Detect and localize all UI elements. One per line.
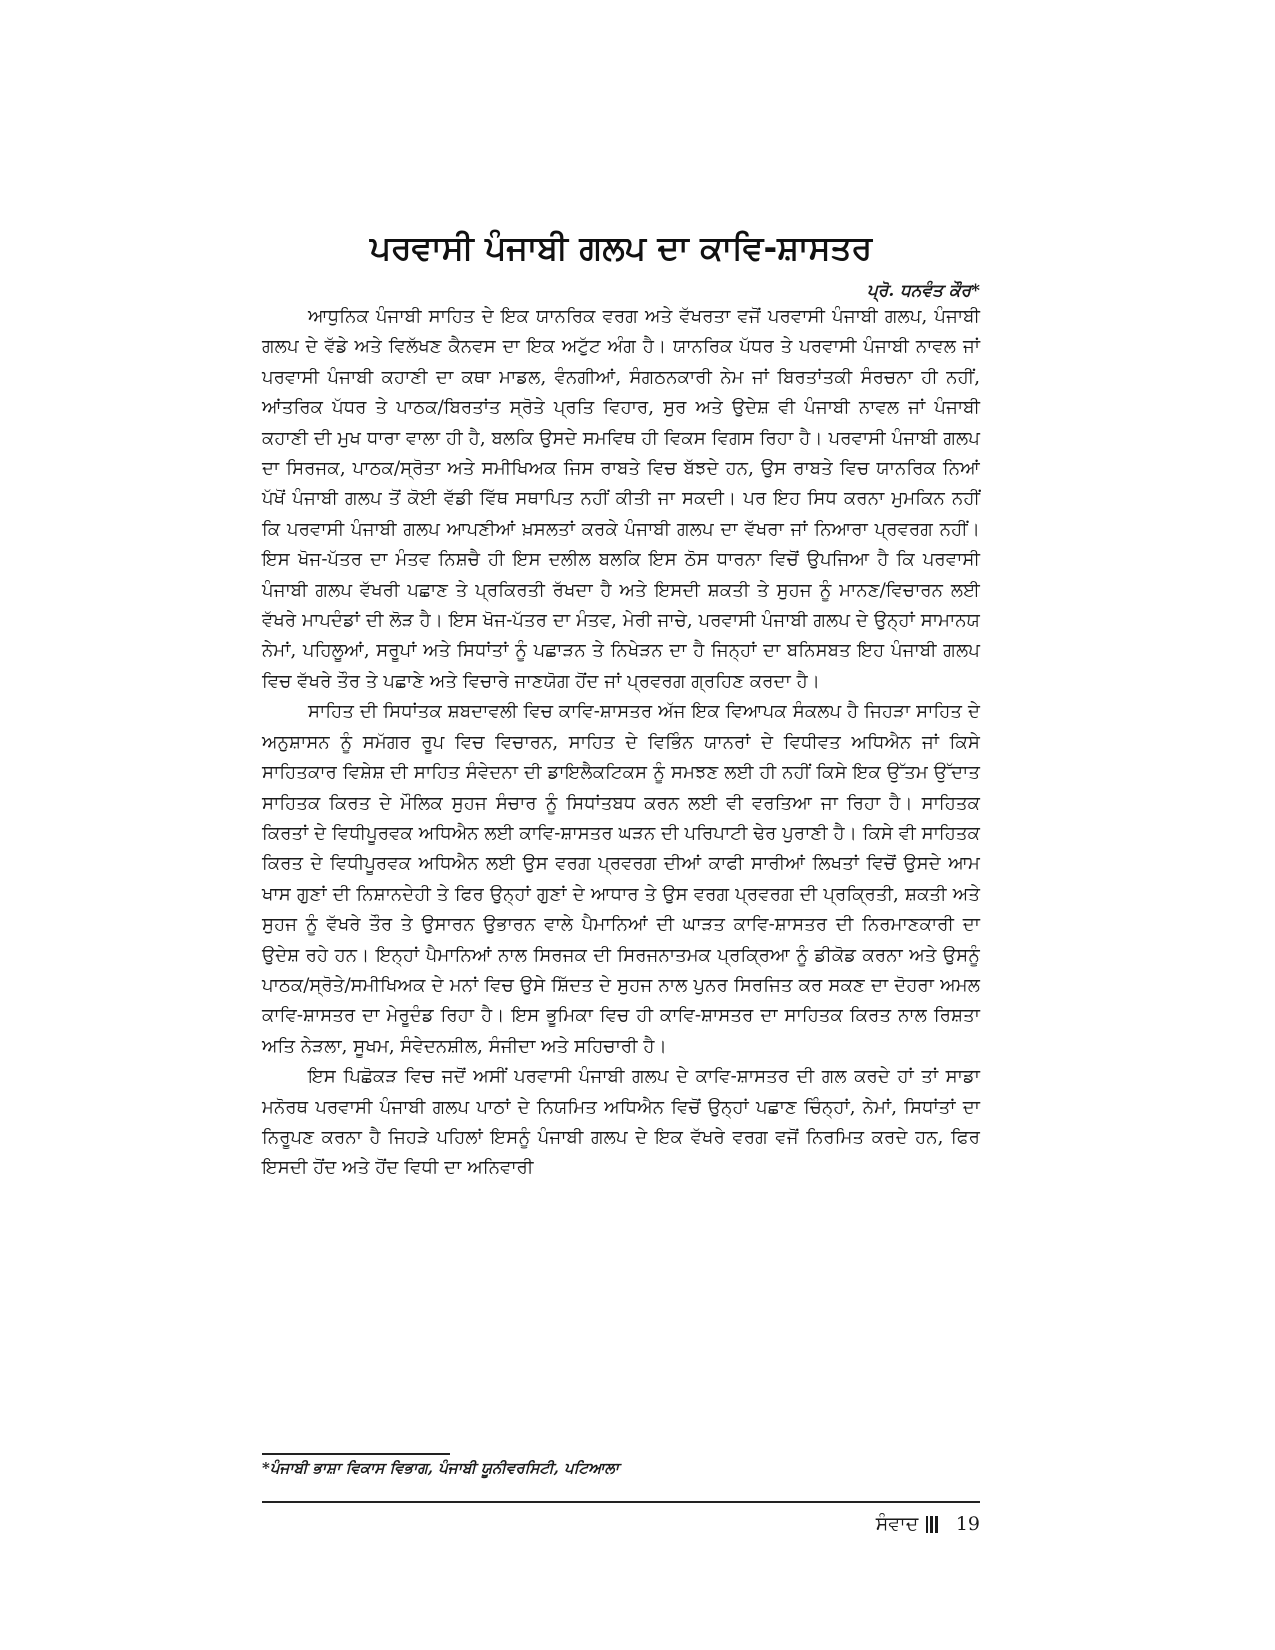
page-footer (876, 1511, 980, 1537)
journal-bars-icon (926, 1515, 938, 1533)
article-body (262, 302, 980, 1184)
paragraph: ਆਧੁਨਿਕ ਪੰਜਾਬੀ ਸਾਹਿਤ ਦੇ ਇਕ ਯਾਨਰਿਕ ਵਰਗ ਅਤੇ ਵੱਖਰਤਾ ਵਜੋਂ ਪਰਵਾਸੀ ਪੰਜਾਬੀ ਗਲਪ, ਪੰਜਾਬੀ ਗਲਪ ਦੇ ਵੱਡੇ ਅਤੇ ਵਿਲੱਖਣ ਕੈਨਵਸ ਦਾ ਇਕ ਅਟੁੱਟ ਅੰਗ ਹੈ। ਯਾਨਰਿਕ ਪੱਧਰ ਤੇ ਪਰਵਾਸੀ ਪੰਜਾਬੀ ਨਾਵਲ ਜਾਂ ਪਰਵਾਸੀ ਪੰਜਾਬੀ ਕਹਾਣੀ ਦਾ ਕਥਾ ਮਾਡਲ, ਵੰਨਗੀਆਂ, ਸੰਗਠਨਕਾਰੀ ਨੇਮ ਜਾਂ ਬਿਰਤਾਂਤਕੀ ਸੰਰਚਨਾ ਹੀ ਨਹੀਂ, ਆਂਤਰਿਕ ਪੱਧਰ ਤੇ ਪਾਠਕ/ਬਿਰਤਾਂਤ ਸ੍ਰੋਤੇ ਪ੍ਰਤਿ ਵਿਹਾਰ, ਸੁਰ ਅਤੇ ਉਦੇਸ਼ ਵੀ ਪੰਜਾਬੀ ਨਾਵਲ ਜਾਂ ਪੰਜਾਬੀ ਕਹਾਣੀ ਦੀ ਮੁਖ ਧਾਰਾ ਵਾਲਾ ਹੀ ਹੈ, ਬਲਕਿ ਉਸਦੇ ਸਮਵਿਥ ਹੀ ਵਿਕਸ ਵਿਗਸ ਰਿਹਾ ਹੈ। ਪਰਵਾਸੀ ਪੰਜਾਬੀ ਗਲਪ ਦਾ ਸਿਰਜਕ, ਪਾਠਕ/ਸ੍ਰੋਤਾ ਅਤੇ ਸਮੀਖਿਅਕ ਜਿਸ ਰਾਬਤੇ ਵਿਚ ਬੱਝਦੇ ਹਨ, ਉਸ ਰਾਬਤੇ ਵਿਚ ਯਾਨਰਿਕ ਨਿਆਂ ਪੱਖੋਂ ਪੰਜਾਬੀ ਗਲਪ ਤੋਂ ਕੋਈ ਵੱਡੀ ਵਿੱਥ ਸਥਾਪਿਤ ਨਹੀਂ ਕੀਤੀ ਜਾ ਸਕਦੀ। ਪਰ ਇਹ ਸਿਧ ਕਰਨਾ ਮੁਮਕਿਨ ਨਹੀਂ ਕਿ ਪਰਵਾਸੀ ਪੰਜਾਬੀ ਗਲਪ ਆਪਣੀਆਂ ਖ਼ਸਲਤਾਂ ਕਰਕੇ ਪੰਜਾਬੀ ਗਲਪ ਦਾ ਵੱਖਰਾ ਜਾਂ ਨਿਆਰਾ ਪ੍ਰਵਰਗ ਨਹੀਂ। ਇਸ ਖੋਜ-ਪੱਤਰ ਦਾ ਮੰਤਵ ਨਿਸ਼ਚੈ ਹੀ ਇਸ ਦਲੀਲ ਬਲਕਿ ਇਸ ਠੋਸ ਧਾਰਨਾ ਵਿਚੋਂ ਉਪਜਿਆ ਹੈ ਕਿ ਪਰਵਾਸੀ ਪੰਜਾਬੀ ਗਲਪ ਵੱਖਰੀ ਪਛਾਣ ਤੇ ਪ੍ਰਕਿਰਤੀ ਰੱਖਦਾ ਹੈ ਅਤੇ ਇਸਦੀ ਸ਼ਕਤੀ ਤੇ ਸੁਹਜ ਨੂੰ ਮਾਨਣ/ਵਿਚਾਰਨ ਲਈ ਵੱਖਰੇ ਮਾਪਦੰਡਾਂ ਦੀ ਲੋੜ ਹੈ। ਇਸ ਖੋਜ-ਪੱਤਰ ਦਾ ਮੰਤਵ, ਮੇਰੀ ਜਾਚੇ, ਪਰਵਾਸੀ ਪੰਜਾਬੀ ਗਲਪ ਦੇ ਉਨ੍ਹਾਂ ਸਾਮਾਨਯ ਨੇਮਾਂ, ਪਹਿਲੂਆਂ, ਸਰੂਪਾਂ ਅਤੇ ਸਿਧਾਂਤਾਂ ਨੂੰ ਪਛਾੜਨ ਤੇ ਨਿਖੇੜਨ ਦਾ ਹੈ ਜਿਨ੍ਹਾਂ ਦਾ ਬਨਿਸਬਤ ਇਹ ਪੰਜਾਬੀ ਗਲਪ ਵਿਚ ਵੱਖਰੇ ਤੌਰ ਤੇ ਪਛਾਣੇ ਅਤੇ ਵਿਚਾਰੇ ਜਾਣਯੋਗ ਹੋਂਦ ਜਾਂ ਪ੍ਰਵਰਗ ਗ੍ਰਹਿਣ ਕਰਦਾ ਹੈ। (262, 306, 980, 692)
page-footer-divider (262, 1501, 980, 1503)
footnote-divider (262, 1453, 450, 1455)
article-title: ਪਰਵਾਸੀ ਪੰਜਾਬੀ ਗਲਪ ਦਾ ਕਾਵਿ-ਸ਼ਾਸਤਰ (369, 228, 873, 267)
author-name: ਪ੍ਰੋ. ਧਨਵੰਤ ਕੌਰ* (866, 281, 980, 301)
paragraph: ਇਸ ਪਿਛੋਕੜ ਵਿਚ ਜਦੋਂ ਅਸੀਂ ਪਰਵਾਸੀ ਪੰਜਾਬੀ ਗਲਪ ਦੇ ਕਾਵਿ-ਸ਼ਾਸਤਰ ਦੀ ਗਲ ਕਰਦੇ ਹਾਂ ਤਾਂ ਸਾਡਾ ਮਨੋਰਥ ਪਰਵਾਸੀ ਪੰਜਾਬੀ ਗਲਪ ਪਾਠਾਂ ਦੇ ਨਿਯਮਿਤ ਅਧਿਐਨ ਵਿਚੋਂ ਉਨ੍ਹਾਂ ਪਛਾਣ ਚਿੰਨ੍ਹਾਂ, ਨੇਮਾਂ, ਸਿਧਾਂਤਾਂ ਦਾ ਨਿਰੂਪਣ ਕਰਨਾ ਹੈ ਜਿਹੜੇ ਪਹਿਲਾਂ ਇਸਨੂੰ ਪੰਜਾਬੀ ਗਲਪ ਦੇ ਇਕ ਵੱਖਰੇ ਵਰਗ ਵਜੋਂ ਨਿਰਮਿਤ ਕਰਦੇ ਹਨ, ਫਿਰ ਇਸਦੀ ਹੋਂਦ ਅਤੇ ਹੋਂਦ ਵਿਧੀ ਦਾ ਅਨਿਵਾਰੀ (262, 1066, 980, 1179)
paragraph: ਸਾਹਿਤ ਦੀ ਸਿਧਾਂਤਕ ਸ਼ਬਦਾਵਲੀ ਵਿਚ ਕਾਵਿ-ਸ਼ਾਸਤਰ ਅੱਜ ਇਕ ਵਿਆਪਕ ਸੰਕਲਪ ਹੈ ਜਿਹੜਾ ਸਾਹਿਤ ਦੇ ਅਨੁਸ਼ਾਸਨ ਨੂੰ ਸਮੱਗਰ ਰੂਪ ਵਿਚ ਵਿਚਾਰਨ, ਸਾਹਿਤ ਦੇ ਵਿਭਿੰਨ ਯਾਨਰਾਂ ਦੇ ਵਿਧੀਵਤ ਅਧਿਐਨ ਜਾਂ ਕਿਸੇ ਸਾਹਿਤਕਾਰ ਵਿਸ਼ੇਸ਼ ਦੀ ਸਾਹਿਤ ਸੰਵੇਦਨਾ ਦੀ ਡਾਇਲੈਕਟਿਕਸ ਨੂੰ ਸਮਝਣ ਲਈ ਹੀ ਨਹੀਂ ਕਿਸੇ ਇਕ ਉੱਤਮ ਉੱਦਾਤ ਸਾਹਿਤਕ ਕਿਰਤ ਦੇ ਮੌਲਿਕ ਸੁਹਜ ਸੰਚਾਰ ਨੂੰ ਸਿਧਾਂਤਬਧ ਕਰਨ ਲਈ ਵੀ ਵਰਤਿਆ ਜਾ ਰਿਹਾ ਹੈ। ਸਾਹਿਤਕ ਕਿਰਤਾਂ ਦੇ ਵਿਧੀਪੂਰਵਕ ਅਧਿਐਨ ਲਈ ਕਾਵਿ-ਸ਼ਾਸਤਰ ਘੜਨ ਦੀ ਪਰਿਪਾਟੀ ਢੇਰ ਪੁਰਾਣੀ ਹੈ। ਕਿਸੇ ਵੀ ਸਾਹਿਤਕ ਕਿਰਤ ਦੇ ਵਿਧੀਪੂਰਵਕ ਅਧਿਐਨ ਲਈ ਉਸ ਵਰਗ ਪ੍ਰਵਰਗ ਦੀਆਂ ਕਾਫੀ ਸਾਰੀਆਂ ਲਿਖਤਾਂ ਵਿਚੋਂ ਉਸਦੇ ਆਮ ਖਾਸ ਗੁਣਾਂ ਦੀ ਨਿਸ਼ਾਨਦੇਹੀ ਤੇ ਫਿਰ ਉਨ੍ਹਾਂ ਗੁਣਾਂ ਦੇ ਆਧਾਰ ਤੇ ਉਸ ਵਰਗ ਪ੍ਰਵਰਗ ਦੀ ਪ੍ਰਕ੍ਰਿਤੀ, ਸ਼ਕਤੀ ਅਤੇ ਸੁਹਜ ਨੂੰ ਵੱਖਰੇ ਤੌਰ ਤੇ ਉਸਾਰਨ ਉਭਾਰਨ ਵਾਲੇ ਪੈਮਾਨਿਆਂ ਦੀ ਘਾੜਤ ਕਾਵਿ-ਸ਼ਾਸਤਰ ਦੀ ਨਿਰਮਾਣਕਾਰੀ ਦਾ ਉਦੇਸ਼ ਰਹੇ ਹਨ। ਇਨ੍ਹਾਂ ਪੈਮਾਨਿਆਂ ਨਾਲ ਸਿਰਜਕ ਦੀ ਸਿਰਜਨਾਤਮਕ ਪ੍ਰਕ੍ਰਿਆ ਨੂੰ ਡੀਕੋਡ ਕਰਨਾ ਅਤੇ ਉਸਨੂੰ ਪਾਠਕ/ਸ੍ਰੋਤੇ/ਸਮੀਖਿਅਕ ਦੇ ਮਨਾਂ ਵਿਚ ਉਸੇ ਸ਼ਿੱਦਤ ਦੇ ਸੁਹਜ ਨਾਲ ਪੁਨਰ ਸਿਰਜਿਤ ਕਰ ਸਕਣ ਦਾ ਦੋਹਰਾ ਅਮਲ ਕਾਵਿ-ਸ਼ਾਸਤਰ ਦਾ ਮੇਰੂਦੰਡ ਰਿਹਾ ਹੈ। ਇਸ ਭੂਮਿਕਾ ਵਿਚ ਹੀ ਕਾਵਿ-ਸ਼ਾਸਤਰ ਦਾ ਸਾਹਿਤਕ ਕਿਰਤ ਨਾਲ ਰਿਸ਼ਤਾ ਅਤਿ ਨੇੜਲਾ, ਸੂਖਮ, ਸੰਵੇਦਨਸ਼ੀਲ, ਸੰਜੀਦਾ ਅਤੇ ਸਹਿਚਾਰੀ ਹੈ। (262, 701, 980, 1057)
footnote: *ਪੰਜਾਬੀ ਭਾਸ਼ਾ ਵਿਕਾਸ ਵਿਭਾਗ, ਪੰਜਾਬੀ ਯੂਨੀਵਰਸਿਟੀ, ਪਟਿਆਲਾ (262, 1459, 619, 1477)
journal-name: ਸੰਵਾਦ (875, 1513, 919, 1535)
page-number: 19 (955, 1513, 980, 1535)
article (262, 226, 980, 1184)
